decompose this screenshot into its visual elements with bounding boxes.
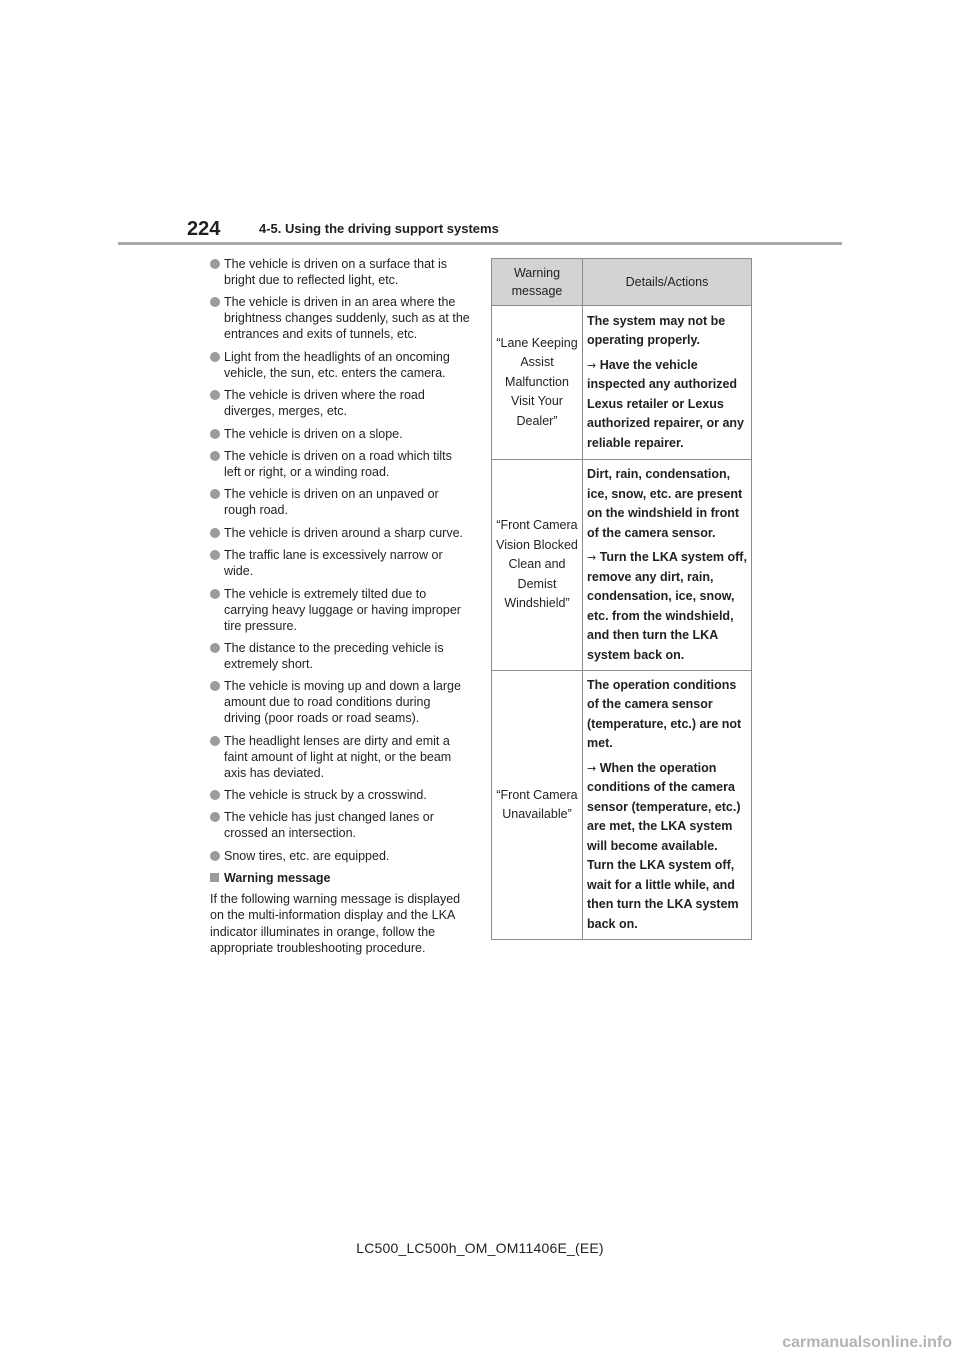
list-item bbox=[210, 787, 470, 803]
list-item bbox=[210, 586, 470, 634]
action-text: When the operation conditions of the camera sensor (temperature, etc.) are met, the LKA system will become available. Turn the LKA system off, wait for a little while, and then turn the LKA system back on. bbox=[587, 760, 741, 931]
list-item bbox=[210, 678, 470, 726]
detail-condition: The operation conditions of the camera sensor (temperature, etc.) are not met. bbox=[587, 677, 742, 751]
list-item-text: The vehicle is driven in an area where the brightness changes suddenly, such as at the entrances and exits of tunnels, etc. bbox=[224, 295, 470, 342]
action-text: Turn the LKA system off, remove any dirt, rain, condensation, ice, snow, etc. from the windshield, and then turn the LKA system back on. bbox=[587, 550, 747, 662]
list-item bbox=[210, 547, 470, 579]
list-item bbox=[210, 426, 470, 442]
list-item bbox=[210, 294, 470, 342]
bullet-dot-icon bbox=[210, 812, 220, 822]
list-item bbox=[210, 848, 470, 864]
table-header-row bbox=[492, 259, 752, 306]
bullet-dot-icon bbox=[210, 259, 220, 269]
bullet-dot-icon bbox=[210, 851, 220, 861]
header-divider bbox=[118, 242, 842, 245]
table-row bbox=[492, 671, 752, 940]
message-cell: “Front Camera Vision Blocked Clean and Demist Windshield” bbox=[492, 460, 583, 671]
action-text: Have the vehicle inspected any authorized Lexus retailer or Lexus authorized repairer, or any reliable repairer. bbox=[587, 357, 744, 450]
list-item bbox=[210, 809, 470, 841]
bullet-dot-icon bbox=[210, 589, 220, 599]
bullet-dot-icon bbox=[210, 352, 220, 362]
right-arrow-icon: → bbox=[587, 551, 597, 564]
list-item bbox=[210, 349, 470, 381]
list-item-text: The vehicle is driven on a road which tilts left or right, or a winding road. bbox=[224, 448, 452, 479]
list-item-text: The vehicle is moving up and down a large amount due to road conditions during driving (poor roads or road seams). bbox=[224, 679, 461, 726]
bullet-dot-icon bbox=[210, 736, 220, 746]
right-arrow-icon: → bbox=[587, 358, 597, 372]
bullet-dot-icon bbox=[210, 297, 220, 307]
list-item-text: The traffic lane is excessively narrow or wide. bbox=[224, 548, 443, 579]
bullet-dot-icon bbox=[210, 390, 220, 400]
list-item-text: The vehicle is driven on a slope. bbox=[224, 426, 403, 441]
warning-message-table bbox=[491, 258, 752, 940]
details-cell bbox=[583, 306, 752, 460]
right-arrow-icon: → bbox=[587, 761, 597, 775]
table-row bbox=[492, 460, 752, 671]
message-cell: “Lane Keeping Assist Malfunction Visit Your Dealer” bbox=[492, 306, 583, 460]
list-item bbox=[210, 486, 470, 518]
detail-action bbox=[587, 759, 747, 935]
warning-heading-text: Warning message bbox=[224, 871, 331, 886]
message-cell: “Front Camera Unavailable” bbox=[492, 671, 583, 940]
bullet-dot-icon bbox=[210, 429, 220, 439]
square-bullet-icon bbox=[210, 873, 219, 882]
list-item-text: The headlight lenses are dirty and emit a faint amount of light at night, or the beam axis has deviated. bbox=[224, 733, 452, 780]
list-item-text: The vehicle is driven where the road diverges, merges, etc. bbox=[224, 388, 425, 419]
bullet-dot-icon bbox=[210, 790, 220, 800]
header-details-actions: Details/Actions bbox=[583, 259, 752, 306]
header-warning-message: Warning message bbox=[492, 259, 583, 306]
bullet-dot-icon bbox=[210, 643, 220, 653]
warning-intro-paragraph: If the following warning message is displayed on the multi-information display and the LKA indicator illuminates in orange, follow the appropriate troubleshooting procedure. bbox=[210, 892, 461, 955]
list-item-text: The vehicle is driven on a surface that is bright due to reflected light, etc. bbox=[224, 257, 448, 287]
watermark: carmanualsonline.info bbox=[782, 1334, 952, 1351]
condition-list bbox=[210, 256, 470, 864]
list-item-text: The distance to the preceding vehicle is extremely short. bbox=[224, 640, 444, 671]
list-item-text: Snow tires, etc. are equipped. bbox=[224, 848, 390, 863]
list-item-text: Light from the headlights of an oncoming vehicle, the sun, etc. enters the camera. bbox=[224, 349, 450, 380]
left-column bbox=[210, 256, 470, 956]
list-item bbox=[210, 256, 470, 288]
page-number: 224 bbox=[187, 218, 221, 240]
list-item-text: The vehicle is driven around a sharp curve. bbox=[224, 525, 464, 540]
list-item-text: The vehicle is driven on an unpaved or rough road. bbox=[224, 487, 439, 518]
detail-condition: The system may not be operating properly. bbox=[587, 313, 726, 348]
list-item-text: The vehicle is struck by a crosswind. bbox=[224, 788, 427, 803]
detail-action bbox=[587, 548, 747, 665]
table-row bbox=[492, 306, 752, 460]
list-item bbox=[210, 525, 470, 541]
footer-doc-code: LC500_LC500h_OM_OM11406E_(EE) bbox=[356, 1240, 604, 1256]
list-item bbox=[210, 387, 470, 419]
detail-condition: Dirt, rain, condensation, ice, snow, etc. are present on the windshield in front of the camera sensor. bbox=[587, 467, 743, 540]
bullet-dot-icon bbox=[210, 681, 220, 691]
details-cell bbox=[583, 671, 752, 940]
list-item bbox=[210, 733, 470, 781]
list-item-text: The vehicle has just changed lanes or crossed an intersection. bbox=[224, 810, 434, 841]
details-cell bbox=[583, 460, 752, 671]
warning-message-heading bbox=[210, 870, 470, 886]
bullet-dot-icon bbox=[210, 528, 220, 538]
page-header bbox=[118, 214, 842, 248]
section-title: 4-5. Using the driving support systems bbox=[259, 221, 499, 236]
list-item bbox=[210, 448, 470, 480]
bullet-dot-icon bbox=[210, 451, 220, 461]
list-item-text: The vehicle is extremely tilted due to carrying heavy luggage or having improper tire pressure. bbox=[224, 586, 461, 633]
bullet-dot-icon bbox=[210, 489, 220, 499]
list-item bbox=[210, 640, 470, 672]
bullet-dot-icon bbox=[210, 550, 220, 560]
detail-action bbox=[587, 356, 747, 454]
